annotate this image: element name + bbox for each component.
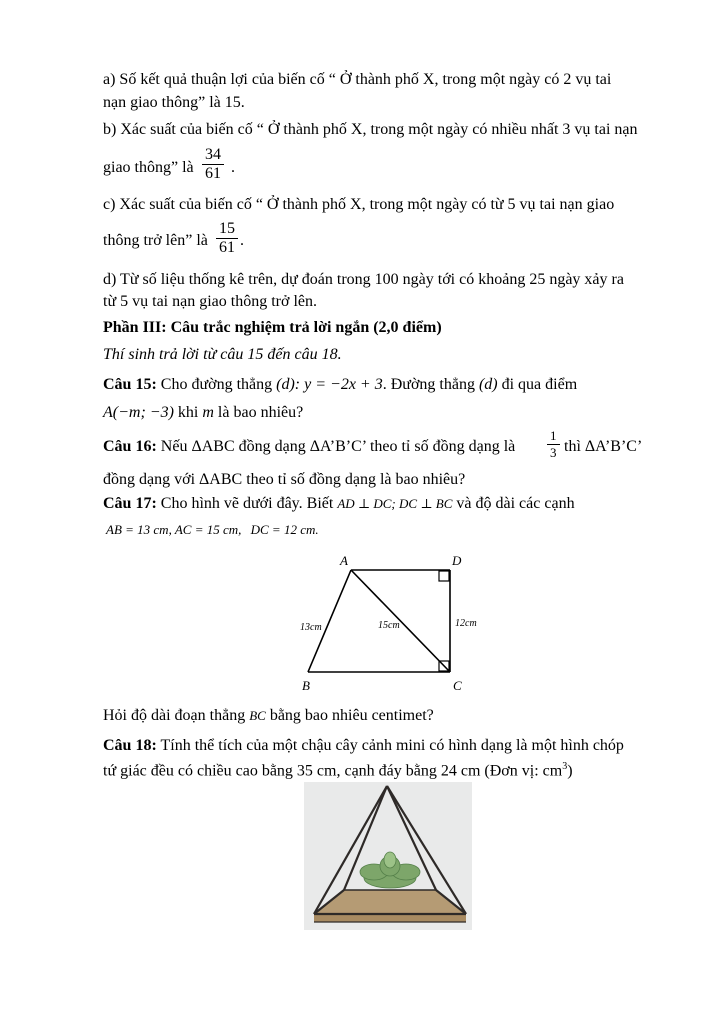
question-16-text2: thì ΔA’B’C’ xyxy=(564,438,643,455)
question-17-lengths2: DC = 12 cm. xyxy=(250,522,319,537)
question-15-text1: Cho đường thẳng xyxy=(160,376,273,393)
question-17-lengths xyxy=(106,520,319,540)
part3-heading: Phần III: Câu trắc nghiệm trả lời ngắn (2,0 điểm) xyxy=(103,319,442,336)
label-ac-length: 15cm xyxy=(378,620,400,631)
fraction-c xyxy=(216,220,238,257)
question-17-segment: BC xyxy=(249,708,266,723)
fraction-b-denominator: 61 xyxy=(205,165,221,182)
question-16-text1: Nếu ΔABC đồng dạng ΔA’B’C’ theo tỉ số đồng dạng là xyxy=(160,438,516,455)
question-17-condition: AD ⊥ DC; DC ⊥ BC xyxy=(337,496,453,511)
segment-ab xyxy=(308,570,351,672)
question-15-text2: . Đường thẳng xyxy=(382,376,475,393)
segment-ac xyxy=(351,570,450,672)
label-ab-length: 13cm xyxy=(300,622,322,633)
question-15-label: Câu 15: xyxy=(103,376,157,393)
trapezoid-figure xyxy=(280,548,500,698)
question-15-point: A(−m; −3) xyxy=(103,404,174,421)
label-a: A xyxy=(340,553,348,568)
question-15-var: m xyxy=(202,404,214,421)
label-dc-length: 12cm xyxy=(455,618,477,629)
question-18-line1 xyxy=(103,736,624,756)
part3-instruction: Thí sinh trả lời từ câu 15 đến câu 18. xyxy=(103,346,342,363)
question-17-lengths1: AB = 13 cm, AC = 15 cm, xyxy=(106,522,242,537)
right-angle-d xyxy=(439,571,449,581)
item-c-period: . xyxy=(240,232,244,249)
question-18-sup: 3 xyxy=(562,761,568,772)
question-15-line-equation: (d): y = −2x + 3 xyxy=(276,376,383,393)
label-b: B xyxy=(302,678,310,693)
question-15-text5: là bao nhiêu? xyxy=(217,404,304,421)
item-a-line2: nạn giao thông” là 15. xyxy=(103,94,245,111)
item-d-line2: từ 5 vụ tai nạn giao thông trở lên. xyxy=(103,293,317,310)
fraction-b xyxy=(202,146,224,183)
question-17-line1 xyxy=(103,494,575,514)
question-17-label: Câu 17: xyxy=(103,495,157,512)
item-b-period: . xyxy=(231,159,235,176)
question-17-text1: Cho hình vẽ dưới đây. Biết xyxy=(160,495,334,512)
question-17-ask-b: bằng bao nhiêu centimet? xyxy=(269,707,434,724)
question-18-text2: tứ giác đều có chiều cao bằng 35 cm, cạnh đáy bằng 24 cm (Đơn vị: cm xyxy=(103,762,563,780)
question-18-close: ) xyxy=(567,762,573,780)
question-18-label: Câu 18: xyxy=(103,737,157,754)
question-18-line2 xyxy=(103,757,573,781)
question-16-line1 xyxy=(103,437,515,457)
fraction-16-denominator: 3 xyxy=(550,445,557,460)
fraction-c-numerator: 15 xyxy=(216,220,238,239)
question-15-line-ref: (d) xyxy=(478,376,498,393)
fraction-16 xyxy=(547,428,560,461)
question-15-line1 xyxy=(103,375,577,395)
question-17-ask xyxy=(103,706,434,726)
question-16-line2: đồng dạng với ΔABC theo tỉ số đồng dạng là bao nhiêu? xyxy=(103,471,466,488)
item-c-line2: thông trở lên” là xyxy=(103,232,208,249)
label-c: C xyxy=(453,678,462,693)
fraction-c-denominator: 61 xyxy=(219,239,235,256)
question-16-label: Câu 16: xyxy=(103,438,157,455)
gravel-front xyxy=(314,914,466,922)
fraction-16-numerator: 1 xyxy=(547,428,560,445)
question-15-text4: khi xyxy=(177,404,199,421)
item-a-line1: a) Số kết quả thuận lợi của biến cố “ Ở thành phố X, trong một ngày có 2 vụ tai xyxy=(103,71,612,88)
item-b-line1: b) Xác suất của biến cố “ Ở thành phố X, trong một ngày có nhiều nhất 3 vụ tai nạn xyxy=(103,121,638,138)
fraction-b-numerator: 34 xyxy=(202,146,224,165)
label-d: D xyxy=(452,553,462,568)
question-17-ask-a: Hỏi độ dài đoạn thẳng xyxy=(103,707,246,724)
question-18-text1: Tính thể tích của một chậu cây cảnh mini có hình dạng là một hình chóp xyxy=(160,737,624,754)
item-d-line1: d) Từ số liệu thống kê trên, dự đoán trong 100 ngày tới có khoảng 25 ngày xảy ra xyxy=(103,271,624,288)
question-15-text3: đi qua điểm xyxy=(501,376,578,393)
pyramid-terrarium-image xyxy=(304,782,472,930)
item-b-line2: giao thông” là xyxy=(103,159,194,176)
question-17-text2: và độ dài các cạnh xyxy=(456,495,575,512)
question-15-line2 xyxy=(103,403,303,423)
item-c-line1: c) Xác suất của biến cố “ Ở thành phố X, trong một ngày có từ 5 vụ tai nạn giao xyxy=(103,196,615,213)
